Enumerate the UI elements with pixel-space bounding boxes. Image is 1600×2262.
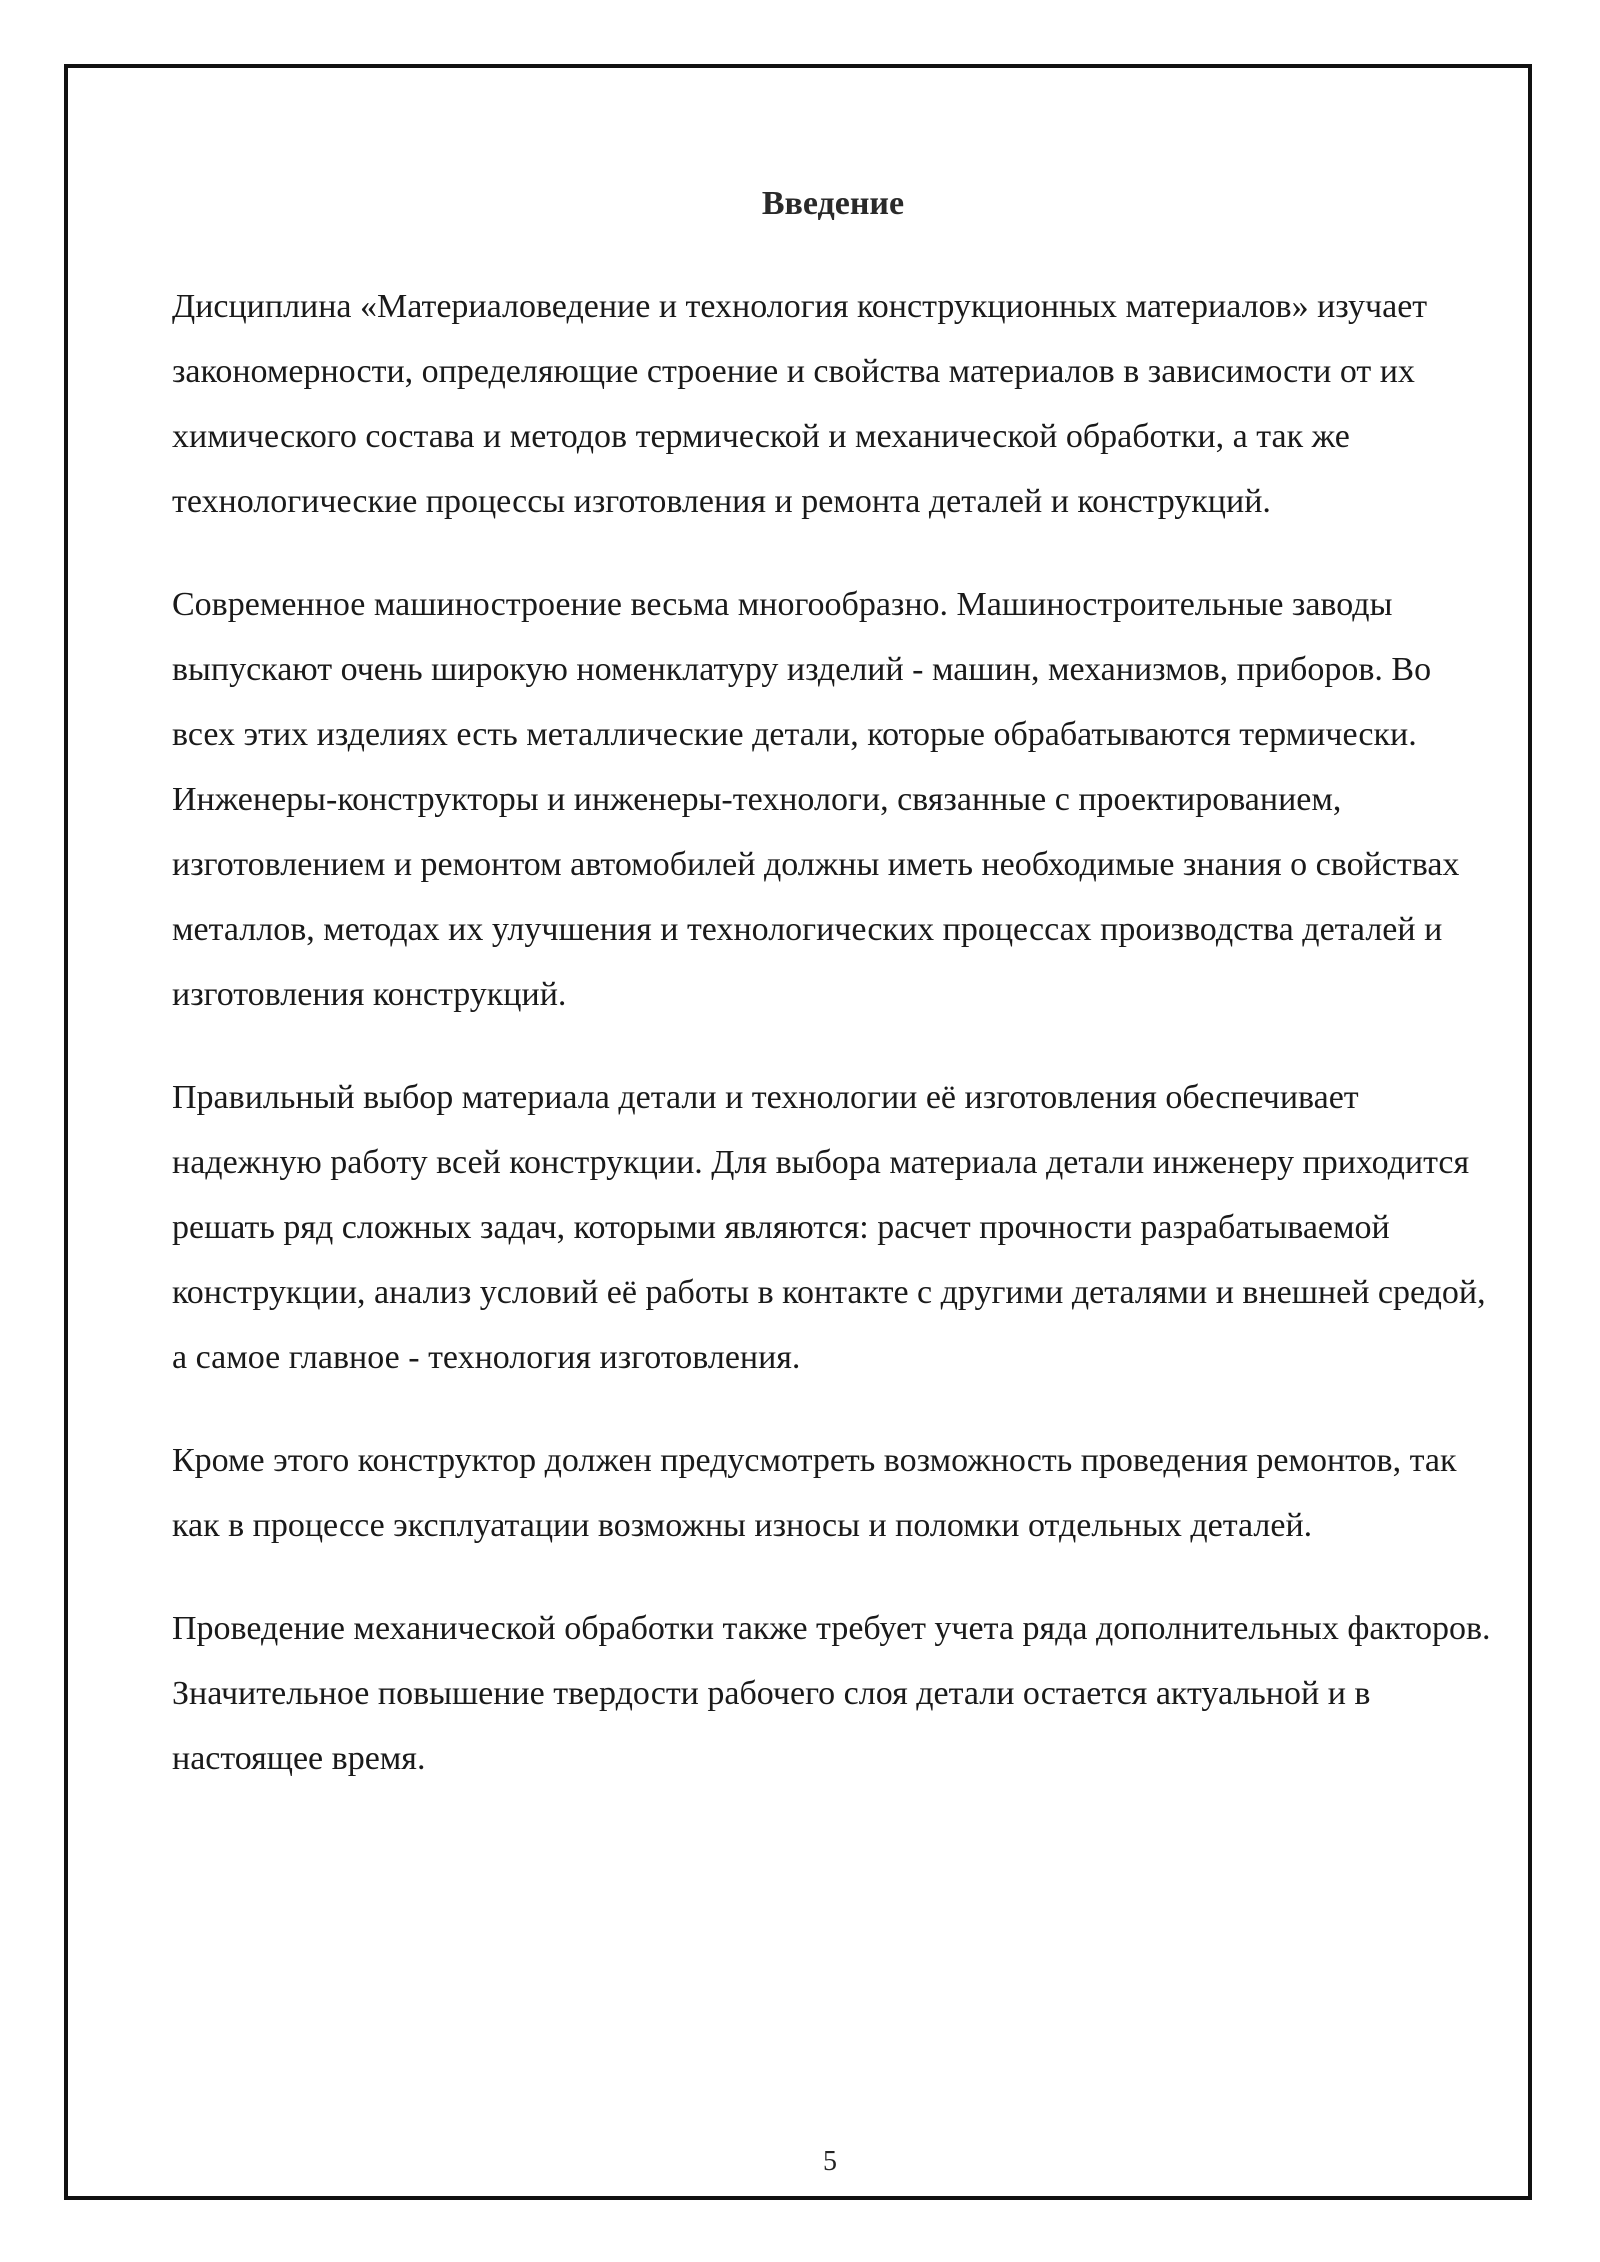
- paragraph-repairs: Кроме этого конструктор должен предусмотреть возможность проведения ремонтов, так как в процессе эксплуатации возможны износы и поломки отдельных деталей.: [172, 1442, 1457, 1544]
- document-body: [172, 176, 1494, 1829]
- paragraph-mechanical-processing: Проведение механической обработки также требует учета ряда дополнительных факторов. Значительное повышение твердости рабочего слоя детали остается актуальной и в настоящее время.: [172, 1610, 1491, 1777]
- paragraph-intro: Дисциплина «Материаловедение и технология конструкционных материалов» изучает закономерности, определяющие строение и свойства материалов в зависимости от их химического состава и методов термической и механической обработки, а так же технологические процессы изготовления и ремонта деталей и конструкций.: [172, 288, 1428, 520]
- paragraph-machine-building: Современное машиностроение весьма многообразно. Машиностроительные заводы выпускают очень широкую номенклатуру изделий - машин, механизмов, приборов. Во всех этих изделиях есть металлические детали, которые обрабатываются термически. Инженеры-конструкторы и инженеры-технологи, связанные с проектированием, изготовлением и ремонтом автомобилей должны иметь необходимые знания о свойствах металлов, методах их улучшения и технологических процессах производства деталей и изготовления конструкций.: [172, 586, 1460, 1013]
- section-title: Введение: [761, 185, 905, 222]
- paragraph-material-choice: Правильный выбор материала детали и технологии её изготовления обеспечивает надежную работу всей конструкции. Для выбора материала детали инженеру приходится решать ряд сложных задач, которыми являются: расчет прочности разрабатываемой конструкции, анализ условий её работы в контакте с другими деталями и внешней средой, а самое главное - технология изготовления.: [172, 1079, 1486, 1376]
- page-number-footer: [0, 2142, 1600, 2182]
- page-number: 5: [823, 2146, 837, 2177]
